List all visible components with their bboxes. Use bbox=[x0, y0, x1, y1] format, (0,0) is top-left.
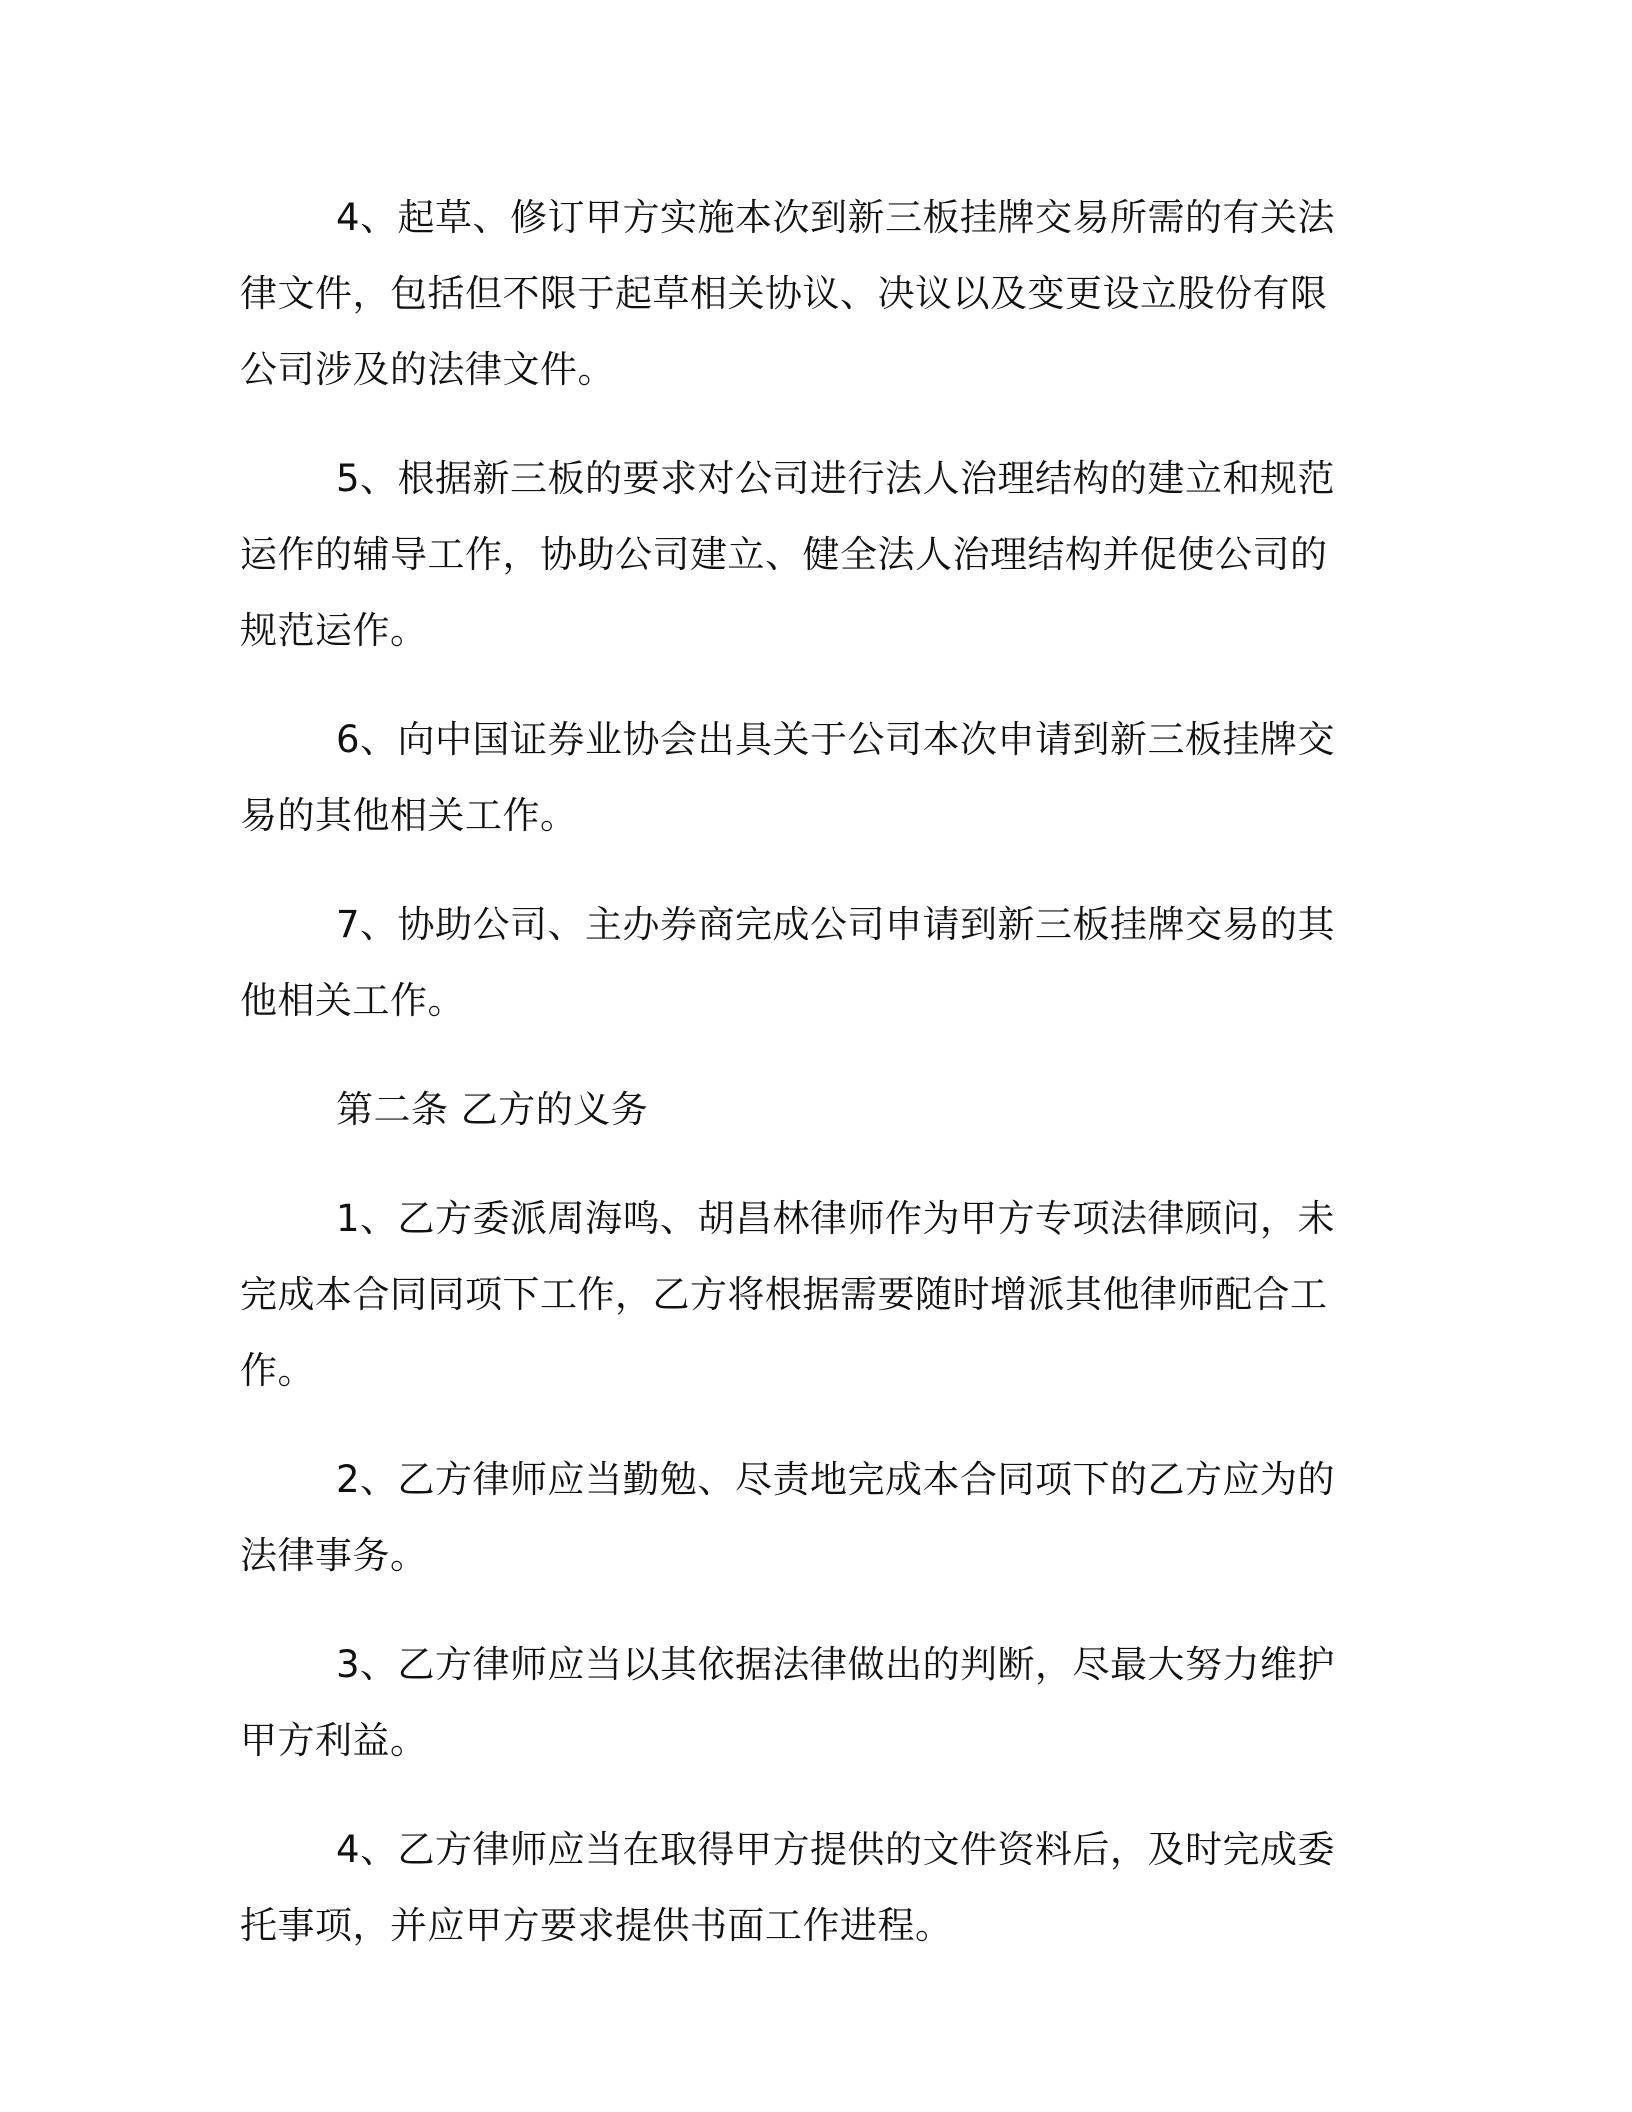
document-body bbox=[240, 180, 1356, 1997]
paragraph-item-5: 5、根据新三板的要求对公司进行法人治理结构的建立和规范运作的辅导工作，协助公司建立、健全法人治理结构并促使公司的规范运作。 bbox=[240, 457, 1336, 652]
obligation-item-2: 2、乙方律师应当勤勉、尽责地完成本合同项下的乙方应为的法律事务。 bbox=[240, 1458, 1336, 1577]
paragraph-item-4: 4、起草、修订甲方实施本次到新三板挂牌交易所需的有关法律文件，包括但不限于起草相关协议、决议以及变更设立股份有限公司涉及的法律文件。 bbox=[240, 196, 1336, 391]
paragraph-item-6: 6、向中国证券业协会出具关于公司本次申请到新三板挂牌交易的其他相关工作。 bbox=[240, 718, 1336, 837]
obligation-item-1: 1、乙方委派周海鸣、胡昌林律师作为甲方专项法律顾问，未完成本合同同项下工作，乙方将根据需要随时增派其他律师配合工作。 bbox=[240, 1197, 1336, 1392]
section-heading: 第二条 乙方的义务 bbox=[336, 1088, 649, 1131]
obligation-item-3: 3、乙方律师应当以其依据法律做出的判断，尽最大努力维护甲方利益。 bbox=[240, 1643, 1336, 1762]
paragraph-item-7: 7、协助公司、主办券商完成公司申请到新三板挂牌交易的其他相关工作。 bbox=[240, 903, 1336, 1022]
obligation-item-4: 4、乙方律师应当在取得甲方提供的文件资料后，及时完成委托事项，并应甲方要求提供书面工作进程。 bbox=[240, 1828, 1336, 1947]
